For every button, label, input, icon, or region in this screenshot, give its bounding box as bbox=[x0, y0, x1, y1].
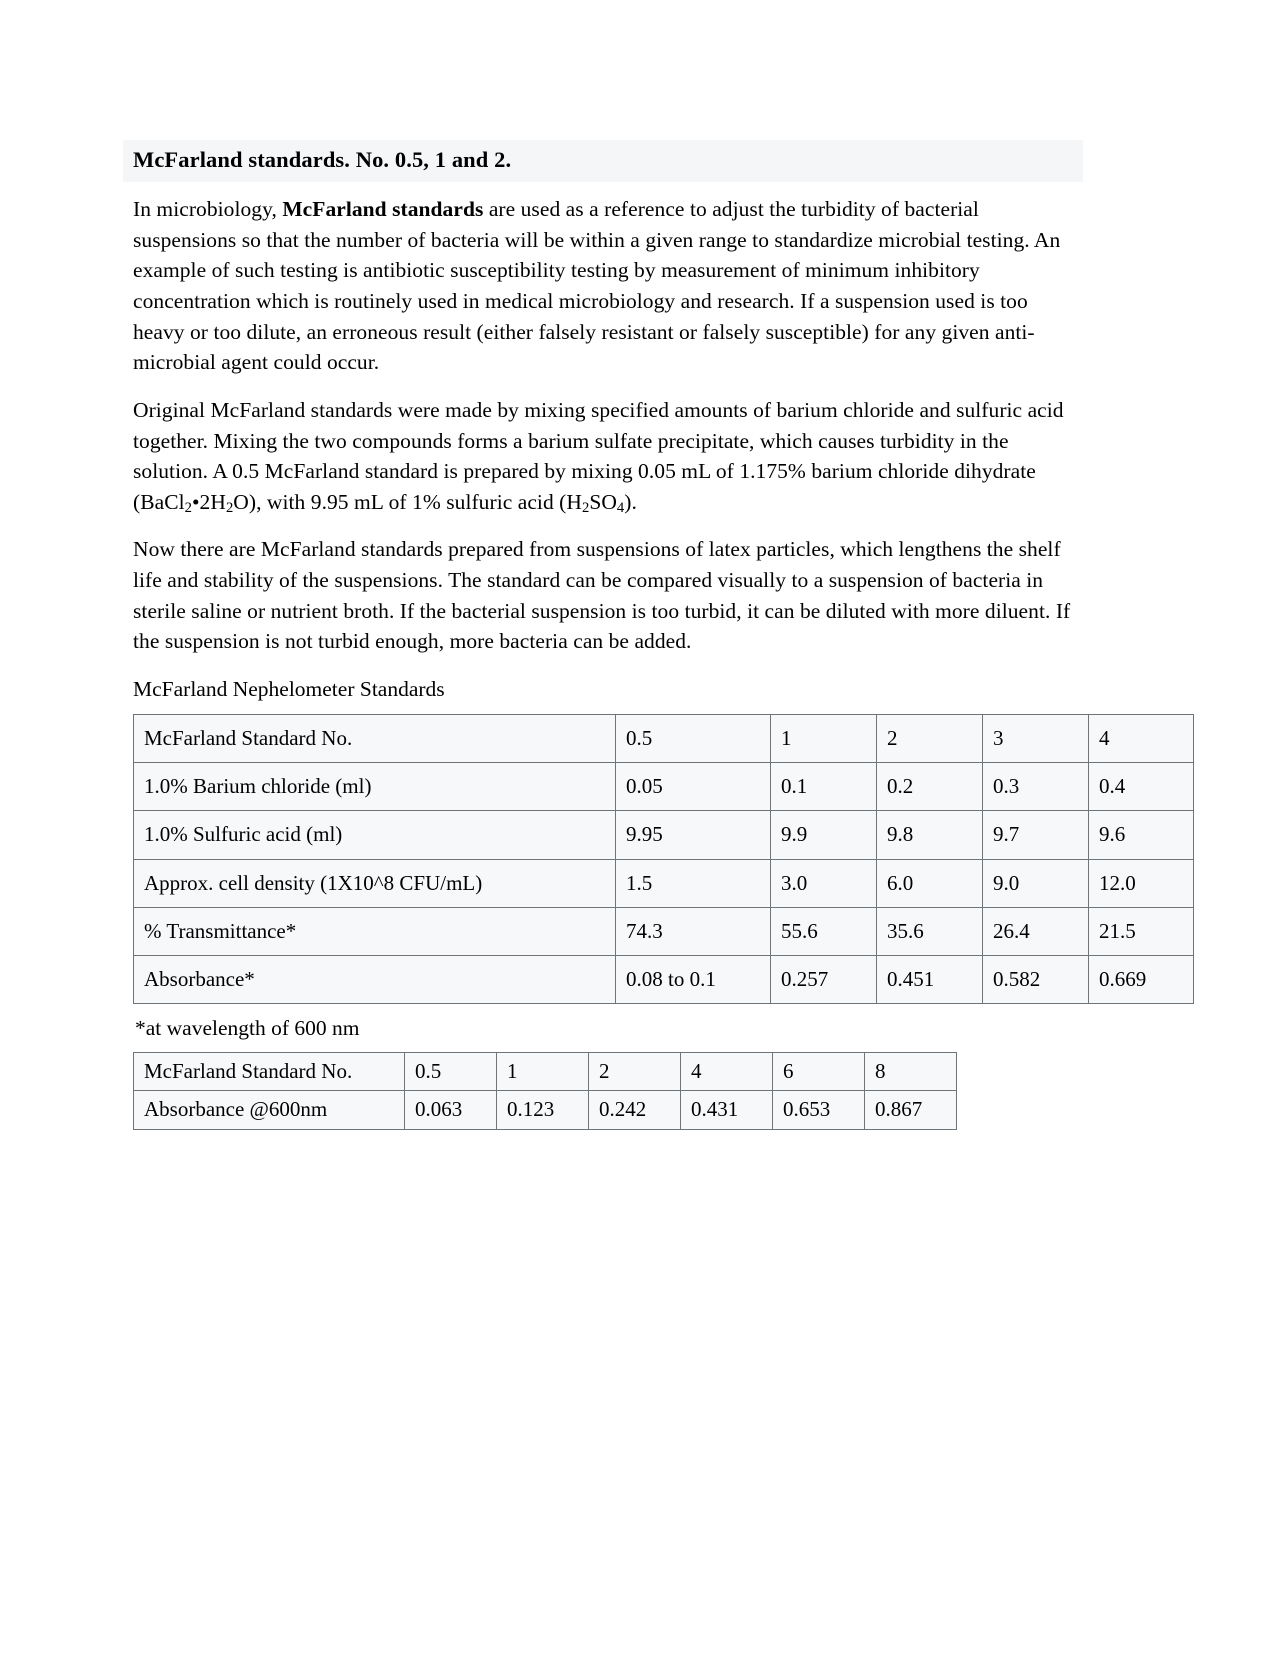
row-label: % Transmittance* bbox=[134, 907, 616, 955]
table-row bbox=[134, 714, 1194, 762]
table-cell: 0.4 bbox=[1089, 763, 1194, 811]
table-row bbox=[134, 859, 1194, 907]
paragraph-original-text-5: ). bbox=[624, 489, 637, 514]
table-cell: 26.4 bbox=[983, 907, 1089, 955]
table-cell: 9.6 bbox=[1089, 811, 1194, 859]
table-cell: 0.063 bbox=[405, 1091, 497, 1129]
table-cell: 0.3 bbox=[983, 763, 1089, 811]
subscript-h2so4-o: 4 bbox=[616, 499, 625, 516]
table-row bbox=[134, 907, 1194, 955]
paragraph-intro-text-1: In microbiology, bbox=[133, 197, 283, 222]
table-cell: 6.0 bbox=[877, 859, 983, 907]
row-label: Absorbance* bbox=[134, 955, 616, 1003]
paragraph-original-text-2: •2H bbox=[191, 489, 226, 514]
paragraph-intro-bold-term: McFarland standards bbox=[282, 197, 484, 222]
table-cell: 0.1 bbox=[771, 763, 877, 811]
table-cell: 6 bbox=[773, 1053, 865, 1091]
table-cell: 0.257 bbox=[771, 955, 877, 1003]
table-row bbox=[134, 955, 1194, 1003]
table-cell: 8 bbox=[865, 1053, 957, 1091]
page-title-band bbox=[123, 140, 1083, 182]
table-cell: 0.431 bbox=[681, 1091, 773, 1129]
table-row bbox=[134, 1091, 957, 1129]
page-title: McFarland standards. No. 0.5, 1 and 2. bbox=[133, 147, 512, 172]
subscript-h2so4-h: 2 bbox=[581, 499, 590, 516]
subscript-h2o: 2 bbox=[225, 499, 234, 516]
paragraph-original-text-3: O), with 9.95 mL of 1% sulfuric acid (H bbox=[233, 489, 582, 514]
table-row bbox=[134, 763, 1194, 811]
table-cell: 1 bbox=[497, 1053, 589, 1091]
table-cell: 21.5 bbox=[1089, 907, 1194, 955]
paragraph-original-text-1: Original McFarland standards were made by mixing specified amounts of barium chloride and sulfuric acid together. Mixing the two compounds forms a barium sulfate precipitate, which causes turbidity in the solution. A 0.5 McFarland standard is prepared by mixing 0.05 mL of 1.175% barium chloride dihydrate (BaCl bbox=[133, 397, 1064, 514]
table-cell: 3 bbox=[983, 714, 1089, 762]
table-cell: 74.3 bbox=[616, 907, 771, 955]
table-row bbox=[134, 811, 1194, 859]
row-label: McFarland Standard No. bbox=[134, 714, 616, 762]
table-cell: 0.669 bbox=[1089, 955, 1194, 1003]
paragraph-original-standards bbox=[133, 395, 1073, 518]
table-cell: 0.653 bbox=[773, 1091, 865, 1129]
row-label: Absorbance @600nm bbox=[134, 1091, 405, 1129]
table-cell: 4 bbox=[681, 1053, 773, 1091]
row-label: 1.0% Sulfuric acid (ml) bbox=[134, 811, 616, 859]
table-cell: 0.451 bbox=[877, 955, 983, 1003]
table-cell: 55.6 bbox=[771, 907, 877, 955]
document-content bbox=[133, 140, 1147, 1130]
nephelometer-table-caption: McFarland Nephelometer Standards bbox=[133, 676, 445, 701]
wavelength-footnote: *at wavelength of 600 nm bbox=[135, 1016, 360, 1041]
table-cell: 9.9 bbox=[771, 811, 877, 859]
table-cell: 1.5 bbox=[616, 859, 771, 907]
table-cell: 0.2 bbox=[877, 763, 983, 811]
table-cell: 12.0 bbox=[1089, 859, 1194, 907]
subscript-bacl2: 2 bbox=[184, 499, 192, 516]
table-cell: 2 bbox=[877, 714, 983, 762]
table-cell: 2 bbox=[589, 1053, 681, 1091]
nephelometer-standards-table bbox=[133, 714, 1194, 1004]
table-cell: 4 bbox=[1089, 714, 1194, 762]
table-cell: 0.123 bbox=[497, 1091, 589, 1129]
table-cell: 0.08 to 0.1 bbox=[616, 955, 771, 1003]
paragraph-latex-standards: Now there are McFarland standards prepared from suspensions of latex particles, which lengthens the shelf life and stability of the suspensions. The standard can be compared visually to a suspension of bacteria in sterile saline or nutrient broth. If the bacterial suspension is too turbid, it can be diluted with more diluent. If the suspension is not turbid enough, more bacteria can be added. bbox=[133, 537, 1071, 654]
table-cell: 0.242 bbox=[589, 1091, 681, 1129]
table-cell: 0.867 bbox=[865, 1091, 957, 1129]
paragraph-intro-text-2: are used as a reference to adjust the turbidity of bacterial suspensions so that the number of bacteria will be within a given range to standardize microbial testing. An example of such testing is antibiotic susceptibility testing by measurement of minimum inhibitory concentration which is routinely used in medical microbiology and research. If a suspension used is too heavy or too dilute, an erroneous result (either falsely resistant or falsely susceptible) for any given anti-microbial agent could occur. bbox=[133, 197, 1061, 375]
table-row bbox=[134, 1053, 957, 1091]
table-cell: 0.5 bbox=[616, 714, 771, 762]
row-label: McFarland Standard No. bbox=[134, 1053, 405, 1091]
table-cell: 0.5 bbox=[405, 1053, 497, 1091]
row-label: 1.0% Barium chloride (ml) bbox=[134, 763, 616, 811]
paragraph-original-text-4: SO bbox=[589, 489, 617, 514]
table-cell: 9.7 bbox=[983, 811, 1089, 859]
table-cell: 0.05 bbox=[616, 763, 771, 811]
table-cell: 9.8 bbox=[877, 811, 983, 859]
table-cell: 9.0 bbox=[983, 859, 1089, 907]
absorbance-600nm-table bbox=[133, 1052, 957, 1129]
row-label: Approx. cell density (1X10^8 CFU/mL) bbox=[134, 859, 616, 907]
paragraph-intro bbox=[133, 194, 1073, 378]
table-cell: 0.582 bbox=[983, 955, 1089, 1003]
table-cell: 3.0 bbox=[771, 859, 877, 907]
table-cell: 9.95 bbox=[616, 811, 771, 859]
table-cell: 35.6 bbox=[877, 907, 983, 955]
table-cell: 1 bbox=[771, 714, 877, 762]
